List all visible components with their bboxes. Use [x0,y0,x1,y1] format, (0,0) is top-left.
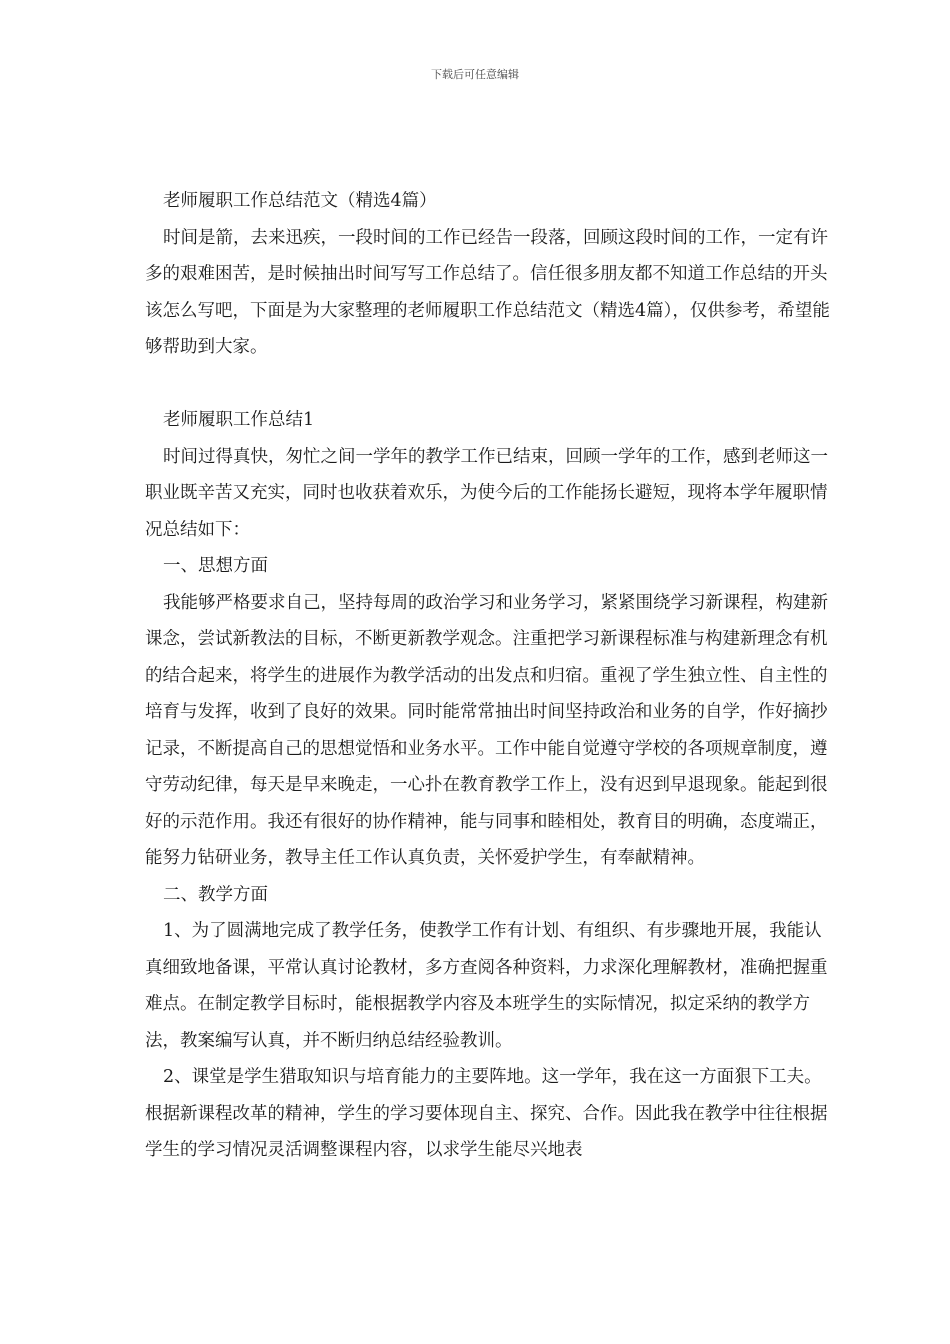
paragraph-4: 2、课堂是学生猎取知识与培育能力的主要阵地。这一学年，我在这一方面狠下工夫。根据新课程改革的精神，学生的学习要体现自主、探究、合作。因此我在教学中往往根据学生的学习情况灵活调整课程内容，以求学生能尽兴地表 [145,1067,828,1160]
page-header: 下载后可任意编辑 [431,68,519,81]
heading-thought: 一、思想方面 [163,556,268,576]
paragraph-2: 我能够严格要求自己，坚持每周的政治学习和业务学习，紧紧围绕学习新课程，构建新课念，尝试新教法的目标，不断更新教学观念。注重把学习新课程标准与构建新理念有机的结合起来，将学生的进展作为教学活动的出发点和归宿。重视了学生独立性、自主性的培育与发挥，收到了良好的效果。同时能常常抽出时间坚持政治和业务的自学，作好摘抄记录，不断提高自己的思想觉悟和业务水平。工作中能自觉遵守学校的各项规章制度，遵守劳动纪律，每天是早来晚走，一心扑在教育教学工作上，没有迟到早退现象。能起到很好的示范作用。我还有很好的协作精神，能与同事和睦相处，教育目的明确，态度端正，能努力钻研业务，教导主任工作认真负责，关怀爱护学生，有奉献精神。 [145,592,828,868]
paragraph-3: 1、为了圆满地完成了教学任务，使教学工作有计划、有组织、有步骤地开展，我能认真细致地备课，平常认真讨论教材，多方查阅各种资料，力求深化理解教材，准确把握重难点。在制定教学目标时，能根据教学内容及本班学生的实际情况，拟定采纳的教学方法，教案编写认真，并不断归纳总结经验教训。 [145,921,828,1051]
paragraph-1: 时间过得真快，匆忙之间一学年的教学工作已结束，回顾一学年的工作，感到老师这一职业既辛苦又充实，同时也收获着欢乐，为使今后的工作能扬长避短，现将本学年履职情况总结如下： [145,446,828,540]
intro-paragraph: 时间是箭，去来迅疾，一段时间的工作已经告一段落，回顾这段时间的工作，一定有许多的艰难困苦，是时候抽出时间写写工作总结了。信任很多朋友都不知道工作总结的开头该怎么写吧，下面是为大家整理的老师履职工作总结范文（精选4篇），仅供参考，希望能够帮助到大家。 [145,227,830,357]
document-body [145,183,833,1169]
blank-line [145,366,833,403]
section-title: 老师履职工作总结1 [163,410,315,430]
heading-teaching: 二、教学方面 [163,884,268,905]
document-title: 老师履职工作总结范文（精选4篇） [163,191,437,211]
